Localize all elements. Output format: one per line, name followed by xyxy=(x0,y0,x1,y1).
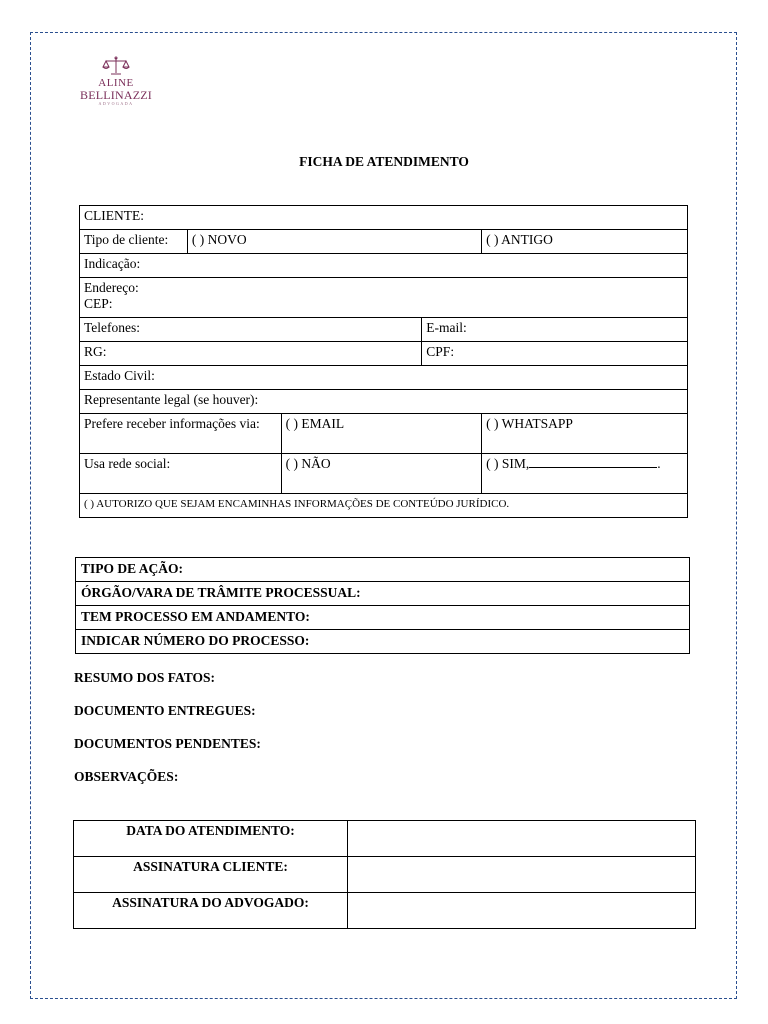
field-estado-civil[interactable]: Estado Civil: xyxy=(80,366,688,390)
field-representante[interactable]: Representante legal (se houver): xyxy=(80,390,688,414)
field-indicacao[interactable]: Indicação: xyxy=(80,254,688,278)
option-sim[interactable] xyxy=(482,454,688,494)
input-assinatura-cliente[interactable] xyxy=(348,857,696,893)
field-tipo-label: Tipo de cliente: xyxy=(80,230,188,254)
option-email[interactable]: ( ) EMAIL xyxy=(281,414,482,454)
input-assinatura-advogado[interactable] xyxy=(348,893,696,929)
logo-subtitle: ADVOGADA xyxy=(98,101,134,106)
signature-table xyxy=(73,820,696,929)
label-data-atendimento: DATA DO ATENDIMENTO: xyxy=(74,821,348,857)
heading-resumo: RESUMO DOS FATOS: xyxy=(74,670,216,685)
heading-pendentes: DOCUMENTOS PENDENTES: xyxy=(74,736,261,751)
field-rg[interactable]: RG: xyxy=(80,342,422,366)
label-assinatura-advogado: ASSINATURA DO ADVOGADO: xyxy=(74,893,348,929)
option-sim-end: . xyxy=(657,456,661,471)
logo-name-first: ALINE xyxy=(98,77,134,89)
field-orgao[interactable]: ÓRGÃO/VARA DE TRÂMITE PROCESSUAL: xyxy=(76,582,690,606)
option-whatsapp[interactable]: ( ) WHATSAPP xyxy=(482,414,688,454)
field-prefere-label: Prefere receber informações via: xyxy=(80,414,282,454)
label-assinatura-cliente: ASSINATURA CLIENTE: xyxy=(74,857,348,893)
page-title: FICHA DE ATENDIMENTO xyxy=(299,154,469,169)
field-rede-social-label: Usa rede social: xyxy=(80,454,282,494)
cep-label: CEP: xyxy=(84,296,113,311)
option-novo[interactable]: ( ) NOVO xyxy=(187,230,481,254)
scales-of-justice-icon xyxy=(101,56,131,76)
endereco-label: Endereço: xyxy=(84,280,139,295)
field-telefones[interactable]: Telefones: xyxy=(80,318,422,342)
field-tem-processo[interactable]: TEM PROCESSO EM ANDAMENTO: xyxy=(76,606,690,630)
process-info-table xyxy=(75,557,690,654)
option-antigo[interactable]: ( ) ANTIGO xyxy=(482,230,688,254)
heading-observacoes: OBSERVAÇÕES: xyxy=(74,769,179,784)
heading-entregues: DOCUMENTO ENTREGUES: xyxy=(74,703,256,718)
field-cliente[interactable]: CLIENTE: xyxy=(80,206,688,230)
option-sim-label: ( ) SIM, xyxy=(486,456,530,471)
logo-name-last: BELLINAZZI xyxy=(80,88,152,102)
client-info-table xyxy=(79,205,688,518)
sim-blank-line[interactable] xyxy=(529,456,657,468)
field-email[interactable]: E-mail: xyxy=(422,318,688,342)
option-nao[interactable]: ( ) NÃO xyxy=(281,454,482,494)
field-numero-processo[interactable]: INDICAR NÚMERO DO PROCESSO: xyxy=(76,630,690,654)
option-autorizo[interactable]: ( ) AUTORIZO QUE SEJAM ENCAMINHAS INFORMAÇÕES DE CONTEÚDO JURÍDICO. xyxy=(80,494,688,518)
field-endereco[interactable] xyxy=(80,278,688,318)
input-data-atendimento[interactable] xyxy=(348,821,696,857)
field-cpf[interactable]: CPF: xyxy=(422,342,688,366)
field-tipo-acao[interactable]: TIPO DE AÇÃO: xyxy=(76,558,690,582)
logo xyxy=(78,56,154,107)
